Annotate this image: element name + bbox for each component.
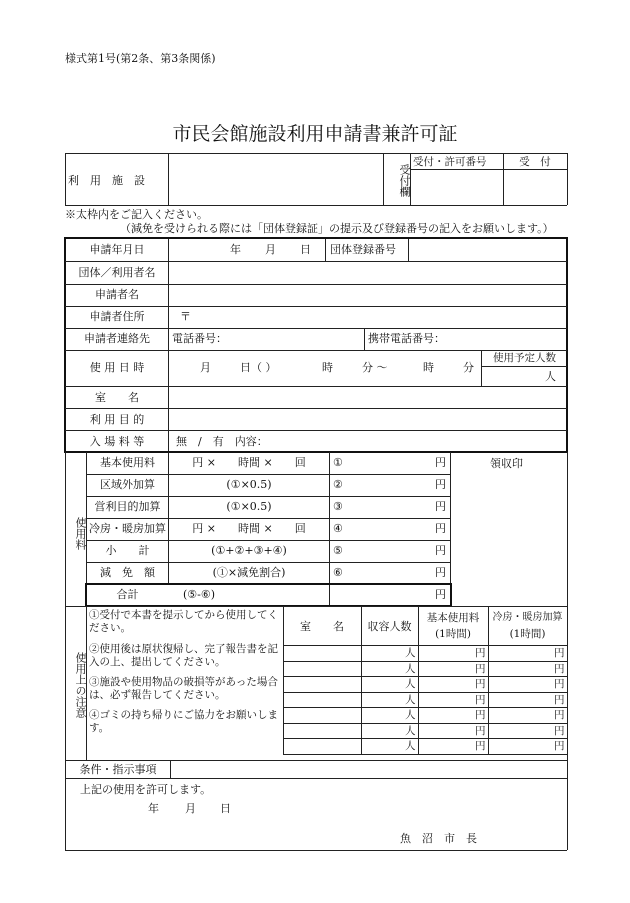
date-label: 申請年月日 — [89, 243, 145, 256]
mobile-label: 携帯電話番号： — [368, 332, 445, 345]
note-line-1: ※太枠内をご記入ください。 — [65, 208, 208, 221]
fee-row-formula: (①×0.5) — [226, 500, 272, 513]
usage-datetime-label: 使 用 日 時 — [89, 361, 145, 374]
applicant-name-label: 申請者名 — [95, 288, 139, 301]
basic-fee-unit: (1時間) — [435, 628, 471, 640]
usage-day: 日（ ） — [240, 361, 277, 374]
room-ac-fee-unit: 円 — [554, 740, 565, 752]
usage-month: 月 — [200, 361, 211, 374]
usage-end-minute: 分 — [463, 361, 474, 374]
room-capacity-unit: 人 — [405, 725, 416, 737]
fee-row-number: ② — [333, 478, 343, 491]
fee-row-label: 合計 — [116, 588, 139, 601]
permit-day: 日 — [220, 802, 231, 815]
permit-month: 月 — [185, 802, 196, 815]
room-ac-fee-unit: 円 — [554, 709, 565, 721]
phone-label: 電話番号： — [172, 332, 227, 345]
usage-start-hour: 時 — [322, 361, 333, 374]
room-name-field[interactable] — [285, 693, 360, 706]
admission-value: 無 / 有 内容： — [176, 435, 268, 448]
capacity-column-header: 収容人数 — [367, 620, 412, 633]
fee-row-unit: 円 — [435, 544, 446, 557]
caution-item-2: ②使用後は原状復帰し、完了報告書を記入の上、提出してください。 — [89, 643, 278, 668]
room-name-field[interactable] — [285, 662, 360, 675]
receipt-field[interactable] — [504, 171, 566, 204]
fee-row-unit: 円 — [435, 456, 446, 469]
fee-row-unit: 円 — [435, 478, 446, 491]
room-basic-fee-unit: 円 — [475, 694, 486, 706]
form-number: 様式第1号(第2条、第3条関係) — [65, 52, 216, 65]
fee-row-formula: (①×減免割合) — [212, 566, 286, 579]
signer: 魚 沼 市 長 — [400, 832, 477, 845]
address-label: 申請者住所 — [89, 310, 145, 323]
room-field[interactable] — [170, 388, 566, 407]
room-capacity-unit: 人 — [405, 709, 416, 721]
fee-row-label: 冷房・暖房加算 — [89, 522, 166, 535]
basic-fee-column-header: 基本使用料 — [426, 612, 480, 624]
receipt-stamp-label: 領収印 — [490, 457, 523, 470]
reception-number-label: 受付・許可番号 — [413, 156, 487, 168]
expected-people-field[interactable] — [483, 368, 541, 385]
fee-row-unit: 円 — [435, 588, 446, 601]
fee-row-label: 基本使用料 — [100, 456, 155, 469]
room-name-field[interactable] — [285, 739, 360, 752]
contact-label: 申請者連絡先 — [84, 332, 150, 345]
conditions-field[interactable] — [172, 762, 566, 777]
facility-field[interactable] — [170, 155, 381, 203]
room-name-field[interactable] — [285, 677, 360, 690]
group-name-field[interactable] — [170, 263, 566, 283]
fee-row-amount-field[interactable] — [348, 542, 432, 559]
room-basic-fee-unit: 円 — [475, 678, 486, 690]
purpose-label: 利 用 目 的 — [89, 413, 145, 426]
room-name-field[interactable] — [285, 646, 360, 659]
date-month: 月 — [265, 243, 276, 256]
fee-row-amount-field[interactable] — [348, 564, 432, 581]
fee-row-formula: 円 × 時間 × 回 — [192, 456, 306, 469]
fee-row-unit: 円 — [435, 566, 446, 579]
applicant-name-field[interactable] — [170, 285, 566, 305]
ac-fee-column-header: 冷房・暖房加算 — [492, 612, 563, 623]
room-basic-fee-unit: 円 — [475, 709, 486, 721]
room-name-field[interactable] — [285, 724, 360, 737]
fee-row-amount-field[interactable] — [348, 498, 432, 515]
reception-column-label: 受付欄 — [398, 163, 411, 197]
admission-label: 入 場 料 等 — [89, 435, 145, 448]
room-column-header: 室 名 — [300, 620, 344, 633]
group-registration-field[interactable] — [410, 240, 566, 260]
room-ac-fee-unit: 円 — [554, 663, 565, 675]
facility-label: 利 用 施 設 — [68, 174, 145, 187]
date-year: 年 — [230, 243, 241, 256]
fee-row-unit: 円 — [435, 500, 446, 513]
fee-row-label: 営利目的加算 — [94, 500, 161, 513]
room-ac-fee-unit: 円 — [554, 725, 565, 737]
fee-row-formula: (⑤-⑥) — [183, 588, 216, 601]
usage-datetime-field[interactable] — [170, 352, 480, 384]
receipt-label: 受 付 — [519, 156, 551, 168]
note-line-2: （減免を受けられる際には「団体登録証」の提示及び登録番号の記入をお願いします。） — [120, 222, 554, 235]
fee-row-formula: (①×0.5) — [226, 478, 272, 491]
address-field[interactable] — [170, 307, 566, 327]
conditions-label: 条件・指示事項 — [79, 763, 157, 776]
fee-row-label: 小 計 — [105, 544, 150, 557]
postal-mark: 〒 — [180, 310, 191, 323]
caution-item-1: ①受付で本書を提示してから使用してください。 — [89, 609, 278, 634]
admission-content-field[interactable] — [280, 432, 566, 451]
fee-row-amount-field[interactable] — [348, 476, 432, 493]
room-basic-fee-unit: 円 — [475, 740, 486, 752]
room-capacity-unit: 人 — [405, 694, 416, 706]
fee-row-unit: 円 — [435, 522, 446, 535]
room-capacity-unit: 人 — [405, 740, 416, 752]
fee-row-formula: 円 × 時間 × 回 — [192, 522, 306, 535]
reception-number-field[interactable] — [411, 171, 502, 204]
fee-row-number: ④ — [333, 522, 343, 535]
room-basic-fee-unit: 円 — [475, 647, 486, 659]
room-name-field[interactable] — [285, 708, 360, 721]
usage-start-minute: 分 〜 — [362, 361, 388, 374]
room-ac-fee-unit: 円 — [554, 647, 565, 659]
fee-row-number: ③ — [333, 500, 343, 513]
room-capacity-unit: 人 — [405, 663, 416, 675]
room-label: 室 名 — [95, 391, 139, 404]
permit-year: 年 — [148, 802, 159, 815]
fee-row-formula: (①+②+③+④) — [211, 544, 287, 557]
fee-section-label: 使用料 — [74, 516, 87, 550]
mobile-field[interactable] — [446, 329, 566, 349]
permit-text: 上記の使用を許可します。 — [80, 783, 212, 796]
room-capacity-unit: 人 — [405, 678, 416, 690]
purpose-field[interactable] — [170, 410, 566, 429]
receipt-stamp-area[interactable] — [452, 472, 566, 604]
fee-row-number: ① — [333, 456, 343, 469]
page-title: 市民会館施設利用申請書兼許可証 — [172, 123, 458, 145]
caution-item-4: ④ゴミの持ち帰りにご協力をお願いします。 — [89, 709, 278, 734]
fee-row-number: ⑤ — [333, 544, 343, 557]
ac-fee-unit: (1時間) — [509, 628, 546, 640]
people-unit: 人 — [545, 370, 556, 383]
group-registration-label: 団体登録番号 — [330, 243, 396, 256]
fee-row-amount-field[interactable] — [348, 520, 432, 537]
caution-section-label: 使用上の注意 — [74, 652, 87, 718]
expected-people-label: 使用予定人数 — [493, 352, 556, 364]
fee-row-label: 減 免 額 — [100, 566, 155, 579]
group-name-label: 団体／利用者名 — [78, 266, 156, 279]
phone-field[interactable] — [228, 329, 362, 349]
room-capacity-unit: 人 — [405, 647, 416, 659]
fee-row-label: 区域外加算 — [100, 478, 155, 491]
room-ac-fee-unit: 円 — [554, 694, 565, 706]
fee-row-amount-field[interactable] — [348, 586, 432, 603]
room-basic-fee-unit: 円 — [475, 725, 486, 737]
date-field[interactable] — [170, 240, 324, 260]
caution-item-3: ③施設や使用物品の破損等があった場合は、必ず報告してください。 — [89, 676, 278, 701]
fee-row-number: ⑥ — [333, 566, 343, 579]
room-ac-fee-unit: 円 — [554, 678, 565, 690]
room-basic-fee-unit: 円 — [475, 663, 486, 675]
fee-row-amount-field[interactable] — [348, 454, 432, 471]
usage-end-hour: 時 — [423, 361, 434, 374]
date-day: 日 — [300, 243, 311, 256]
